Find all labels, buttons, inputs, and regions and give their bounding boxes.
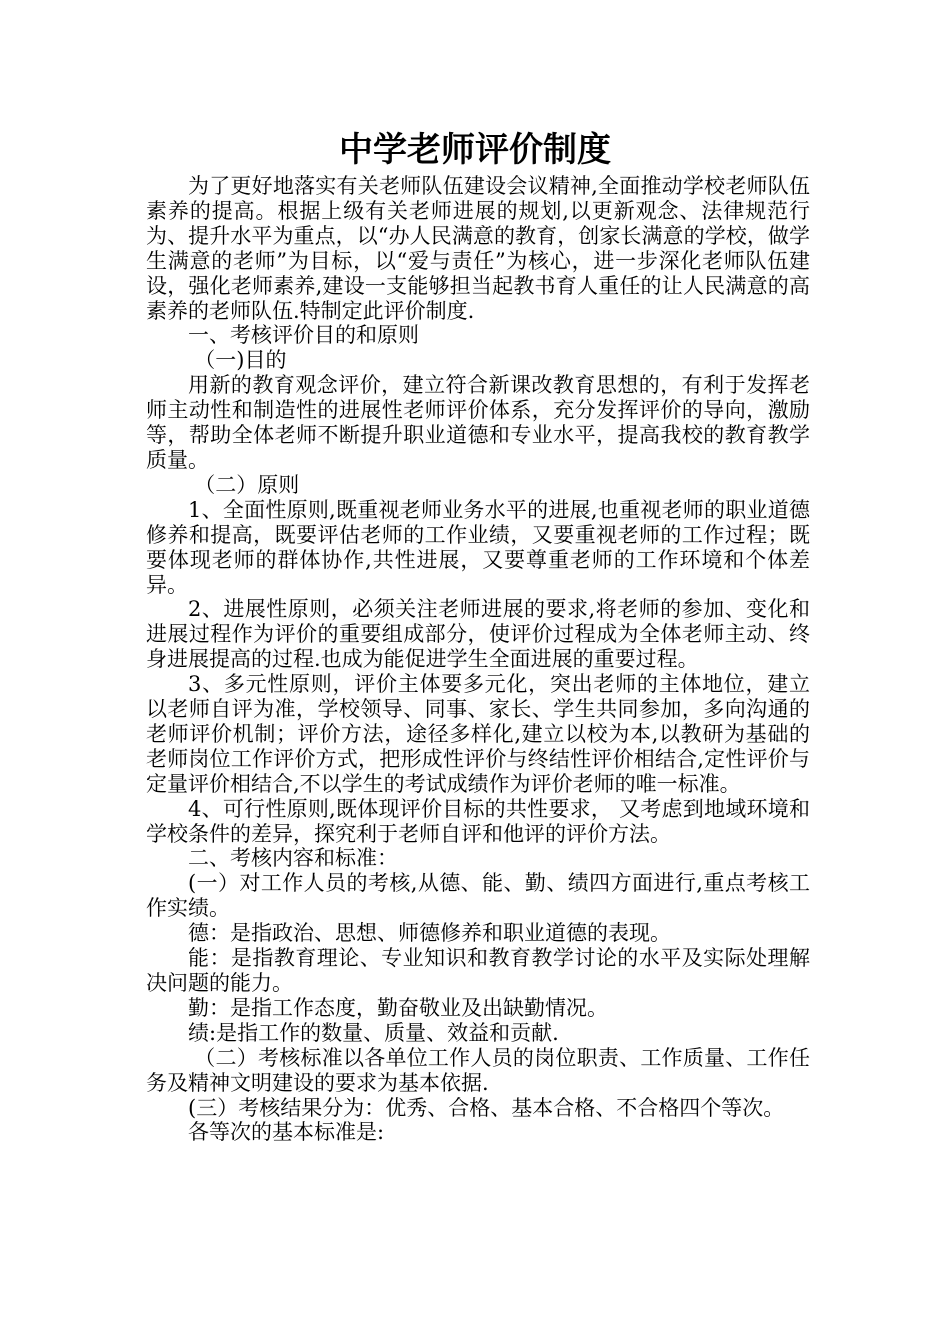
- assessment-paragraph-3: (三）考核结果分为：优秀、合格、基本合格、不合格四个等次。: [188, 1095, 785, 1120]
- standards-intro: 各等次的基本标准是:: [188, 1120, 385, 1145]
- section-heading-1: 一、考核评价目的和原则: [188, 323, 419, 348]
- principle-paragraph-2: 2、进展性原则，必须关注老师进展的要求,将老师的参加、变化和进展过程作为评价的重要组成部分，使评价过程成为全体老师主动、终身进展提高的过程.也成为能促进学生全面进展的重要过程。: [146, 597, 810, 672]
- assessment-paragraph-1: (一）对工作人员的考核,从德、能、勤、绩四方面进行,重点考核工作实绩。: [146, 871, 810, 921]
- section-heading-2: 二、考核内容和标准：: [188, 846, 398, 871]
- achievement-paragraph: 绩:是指工作的数量、质量、效益和贡献.: [188, 1020, 559, 1045]
- document-body: [146, 174, 810, 1145]
- document-title: 中学老师评价制度: [339, 130, 611, 170]
- principle-paragraph-4: 4、可行性原则,既体现评价目标的共性要求， 又考虑到地域环境和学校条件的差异，探究利于老师自评和他评的评价方法。: [146, 796, 810, 846]
- subsection-heading-purpose: （一)目的: [194, 348, 287, 373]
- diligence-paragraph: 勤：是指工作态度，勤奋敬业及出缺勤情况。: [188, 995, 608, 1020]
- subsection-heading-principles: （二）原则: [194, 472, 300, 497]
- principle-paragraph-3: 3、多元性原则，评价主体要多元化，突出老师的主体地位，建立以老师自评为准，学校领导、同事、家长、学生共同参加，多向沟通的老师评价机制；评价方法，途径多样化,建立以校为本,以教研为基础的老师岗位工作评价方式，把形成性评价与终结性评价相结合,定性评价与定量评价相结合,不以学生的考试成绩作为评价老师的唯一标准。: [146, 672, 810, 796]
- ability-paragraph: 能：是指教育理论、专业知识和教育教学讨论的水平及实际处理解决问题的能力。: [146, 946, 810, 995]
- virtue-paragraph: 德：是指政治、思想、师德修养和职业道德的表现。: [188, 921, 671, 946]
- assessment-paragraph-2: （二）考核标准以各单位工作人员的岗位职责、工作质量、工作任务及精神文明建设的要求为基本依据.: [146, 1045, 810, 1095]
- intro-paragraph: 为了更好地落实有关老师队伍建设会议精神,全面推动学校老师队伍素养的提高。根据上级有关老师进展的规划,以更新观念、法律规范行为、提升水平为重点，以“办人民满意的教育，创家长满意的学校，做学生满意的老师”为目标，以“爱与责任”为核心，进一步深化老师队伍建设，强化老师素养,建设一支能够担当起教书育人重任的让人民满意的高素养的老师队伍.特制定此评价制度.: [146, 174, 810, 323]
- principle-paragraph-1: 1、全面性原则,既重视老师业务水平的进展,也重视老师的职业道德修养和提高，既要评估老师的工作业绩，又要重视老师的工作过程；既要体现老师的群体协作,共性进展，又要尊重老师的工作环境和个体差异。: [146, 497, 810, 597]
- purpose-paragraph: 用新的教育观念评价，建立符合新课改教育思想的，有利于发挥老师主动性和制造性的进展性老师评价体系，充分发挥评价的导向，激励等，帮助全体老师不断提升职业道德和专业水平，提高我校的教育教学质量。: [146, 373, 810, 472]
